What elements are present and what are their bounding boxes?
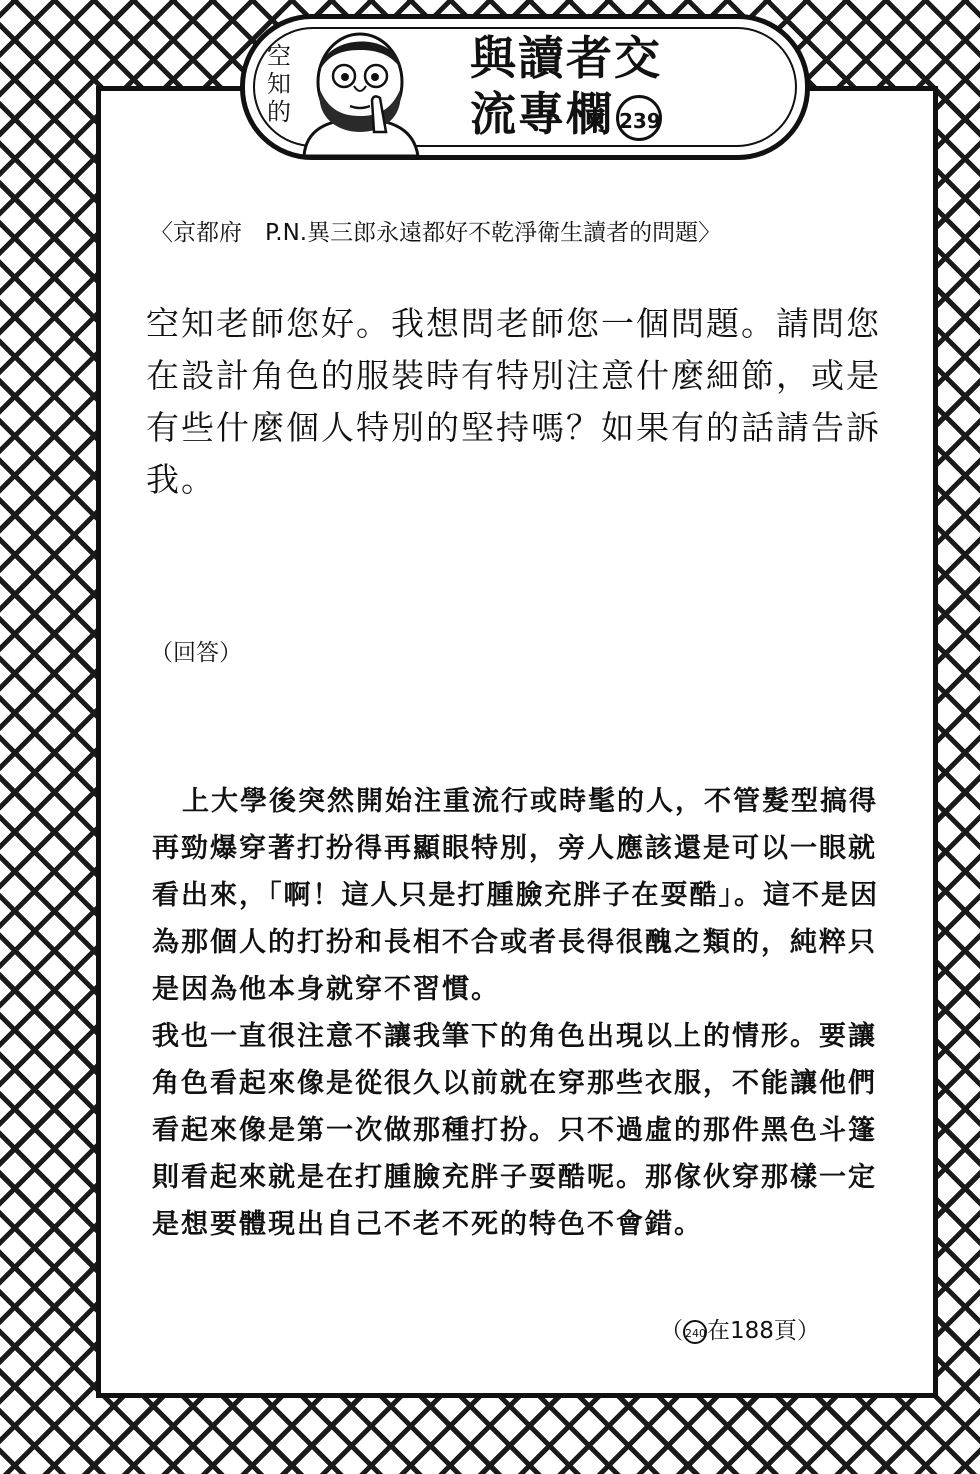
title-line-1: 與讀者交: [470, 31, 662, 85]
issue-number-badge: 239: [616, 95, 662, 141]
continued-close-paren: ）: [796, 1318, 820, 1344]
answer-text: [152, 778, 892, 1248]
question-source: 〈京都府 P.N.異三郎永遠都好不乾淨衛生讀者的問題〉: [150, 220, 722, 246]
next-issue-number-badge: 240: [683, 1320, 707, 1344]
column-title: [470, 30, 700, 142]
author-label: 空知的: [267, 42, 291, 126]
question-text: 空知老師您好。我想問老師您一個問題。請問您在設計角色的服裝時有特別注意什麼細節，或是有些什麼個人特別的堅持嗎？如果有的話請告訴我。: [146, 304, 881, 499]
continued-page-text: 在188頁: [707, 1318, 797, 1344]
answer-paragraph-1: 上大學後突然開始注重流行或時髦的人，不管髮型搞得再勁爆穿著打扮得再顯眼特別，旁人應該還是可以一眼就看出來，「啊！這人只是打腫臉充胖子在耍酷」。這不是因為那個人的打扮和長相不合或者長得很醜之類的，純粹只是因為他本身就穿不習慣。: [152, 786, 879, 1005]
answer-label: （回答）: [150, 640, 242, 666]
answer-paragraph-2: 我也一直很注意不讓我筆下的角色出現以上的情形。要讓角色看起來像是從很久以前就在穿那些衣服，不能讓他們看起來像是第一次做那種打扮。只不過虛的那件黑色斗篷則看起來就是在打腫臉充胖子耍酷呢。那傢伙穿那樣一定是想要體現出自己不老不死的特色不會錯。: [152, 1021, 877, 1240]
author-mascot-icon: [296, 20, 426, 156]
continued-note: [660, 1312, 820, 1345]
continued-open-paren: （: [660, 1318, 683, 1344]
title-line-2: [470, 86, 700, 142]
title-line-2-text: 流專欄: [470, 87, 614, 141]
